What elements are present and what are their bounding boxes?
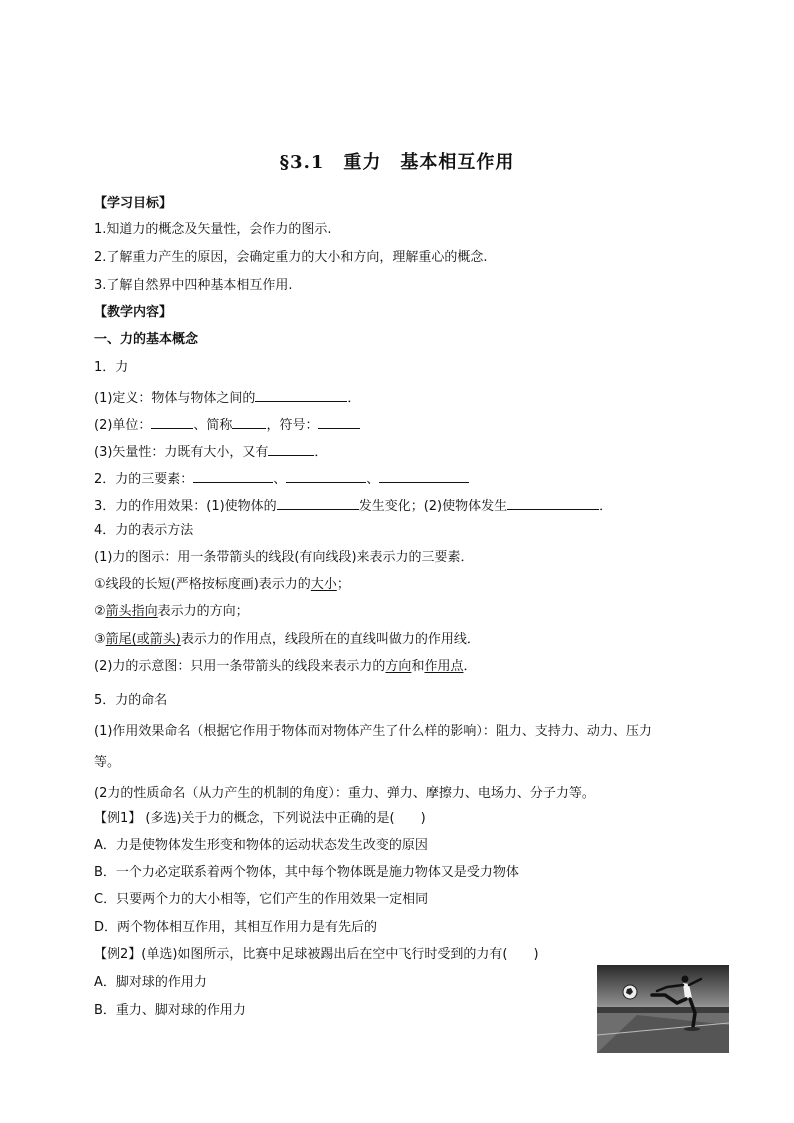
point-text: ； <box>336 577 350 592</box>
example1-option: B．一个力必定联系着两个物体，其中每个物体既是施力物体又是受力物体 <box>94 865 519 880</box>
definition-text: (1)定义：物体与物体之间的 <box>94 391 256 406</box>
fill-blank[interactable] <box>151 415 193 429</box>
representation-point <box>94 632 480 648</box>
soccer-kick-image <box>597 965 729 1053</box>
fill-blank[interactable] <box>232 415 266 429</box>
force-definition: (1)定义：物体与物体之间的 ． <box>94 388 360 407</box>
sketch-text: 和 <box>411 659 425 674</box>
goal-item: 1.知道力的概念及矢量性，会作力的图示. <box>94 222 332 237</box>
vector-text: (3)矢量性：力既有大小，又有 <box>94 445 269 460</box>
example1-stem: 【例1】 (多选)关于力的概念，下列说法中正确的是( ) <box>94 811 426 826</box>
page-title: §3.1 重力 基本相互作用 <box>279 152 515 173</box>
naming-effect-cont: 等。 <box>94 755 121 770</box>
fill-blank[interactable] <box>268 442 314 456</box>
representation-heading: 4．力的表示方法 <box>94 523 194 538</box>
effect-text: 发生变化；(2)使物体发生 <box>358 499 508 514</box>
three-elements-text: 2．力的三要素： <box>94 472 194 487</box>
underlined-term: 大小 <box>310 577 337 592</box>
fill-blank[interactable] <box>277 496 359 510</box>
three-elements: 2．力的三要素： 、 、 <box>94 469 469 488</box>
underlined-term: 箭头指向 <box>105 604 158 619</box>
soccer-player-photo <box>597 965 729 1053</box>
unit-label: ，符号： <box>266 418 319 433</box>
force-heading: 1．力 <box>94 360 129 375</box>
teaching-content-heading: 【教学内容】 <box>94 305 173 320</box>
unit-label: (2)单位： <box>94 418 152 433</box>
effect-text: 3．力的作用效果：(1)使物体的 <box>94 499 277 514</box>
force-sketch-text <box>94 659 476 675</box>
goal-item: 3.了解自然界中四种基本相互作用. <box>94 278 293 293</box>
unit-label: 、简称 <box>193 418 233 433</box>
point-text: ③ <box>94 632 106 647</box>
fill-blank[interactable] <box>318 415 360 429</box>
learning-goals-heading: 【学习目标】 <box>94 196 173 211</box>
fill-blank[interactable] <box>193 469 273 483</box>
fill-blank[interactable] <box>379 469 469 483</box>
underlined-term: 方向 <box>385 659 412 674</box>
fill-blank[interactable] <box>286 469 366 483</box>
point-text: ② <box>94 604 106 619</box>
example2-option: B．重力、脚对球的作用力 <box>94 1003 246 1018</box>
representation-point <box>94 577 350 593</box>
naming-heading: 5．力的命名 <box>94 693 168 708</box>
goal-item: 2.了解重力产生的原因，会确定重力的大小和方向，理解重心的概念. <box>94 250 488 265</box>
example2-stem: 【例2】(单选)如图所示，比赛中足球被踢出后在空中飞行时受到的力有( ) <box>94 947 539 962</box>
point-text: 表示力的作用点，线段所在的直线叫做力的作用线． <box>180 632 480 647</box>
example1-option: A．力是使物体发生形变和物体的运动状态发生改变的原因 <box>94 838 428 853</box>
force-effect: 3．力的作用效果：(1)使物体的 发生变化；(2)使物体发生 ． <box>94 496 612 515</box>
naming-effect: (1)作用效果命名（根据它作用于物体而对物体产生了什么样的影响）：阻力、支持力、动力、压力 <box>94 724 652 739</box>
force-vector: (3)矢量性：力既有大小，又有 ． <box>94 442 327 461</box>
sketch-text: ． <box>463 659 477 674</box>
section-heading: 一、力的基本概念 <box>94 332 199 347</box>
underlined-term: 作用点 <box>424 659 464 674</box>
fill-blank[interactable] <box>507 496 599 510</box>
example1-option: C．只要两个力的大小相等，它们产生的作用效果一定相同 <box>94 892 429 907</box>
naming-nature: (2力的性质命名（从力产生的机制的角度）：重力、弹力、摩擦力、电场力、分子力等。 <box>94 786 595 801</box>
underlined-term: 箭尾(或箭头) <box>105 632 181 647</box>
point-text: ①线段的长短(严格按标度画)表示力的 <box>94 577 311 592</box>
example2-option: A．脚对球的作用力 <box>94 975 207 990</box>
representation-point <box>94 604 249 620</box>
sketch-text: (2)力的示意图：只用一条带箭头的线段来表示力的 <box>94 659 386 674</box>
fill-blank[interactable] <box>255 388 347 402</box>
force-diagram-text: (1)力的图示：用一条带箭头的线段(有向线段)来表示力的三要素． <box>94 550 474 565</box>
force-unit <box>94 415 360 434</box>
point-text: 表示力的方向； <box>157 604 249 619</box>
example1-option: D．两个物体相互作用，其相互作用力是有先后的 <box>94 920 378 935</box>
